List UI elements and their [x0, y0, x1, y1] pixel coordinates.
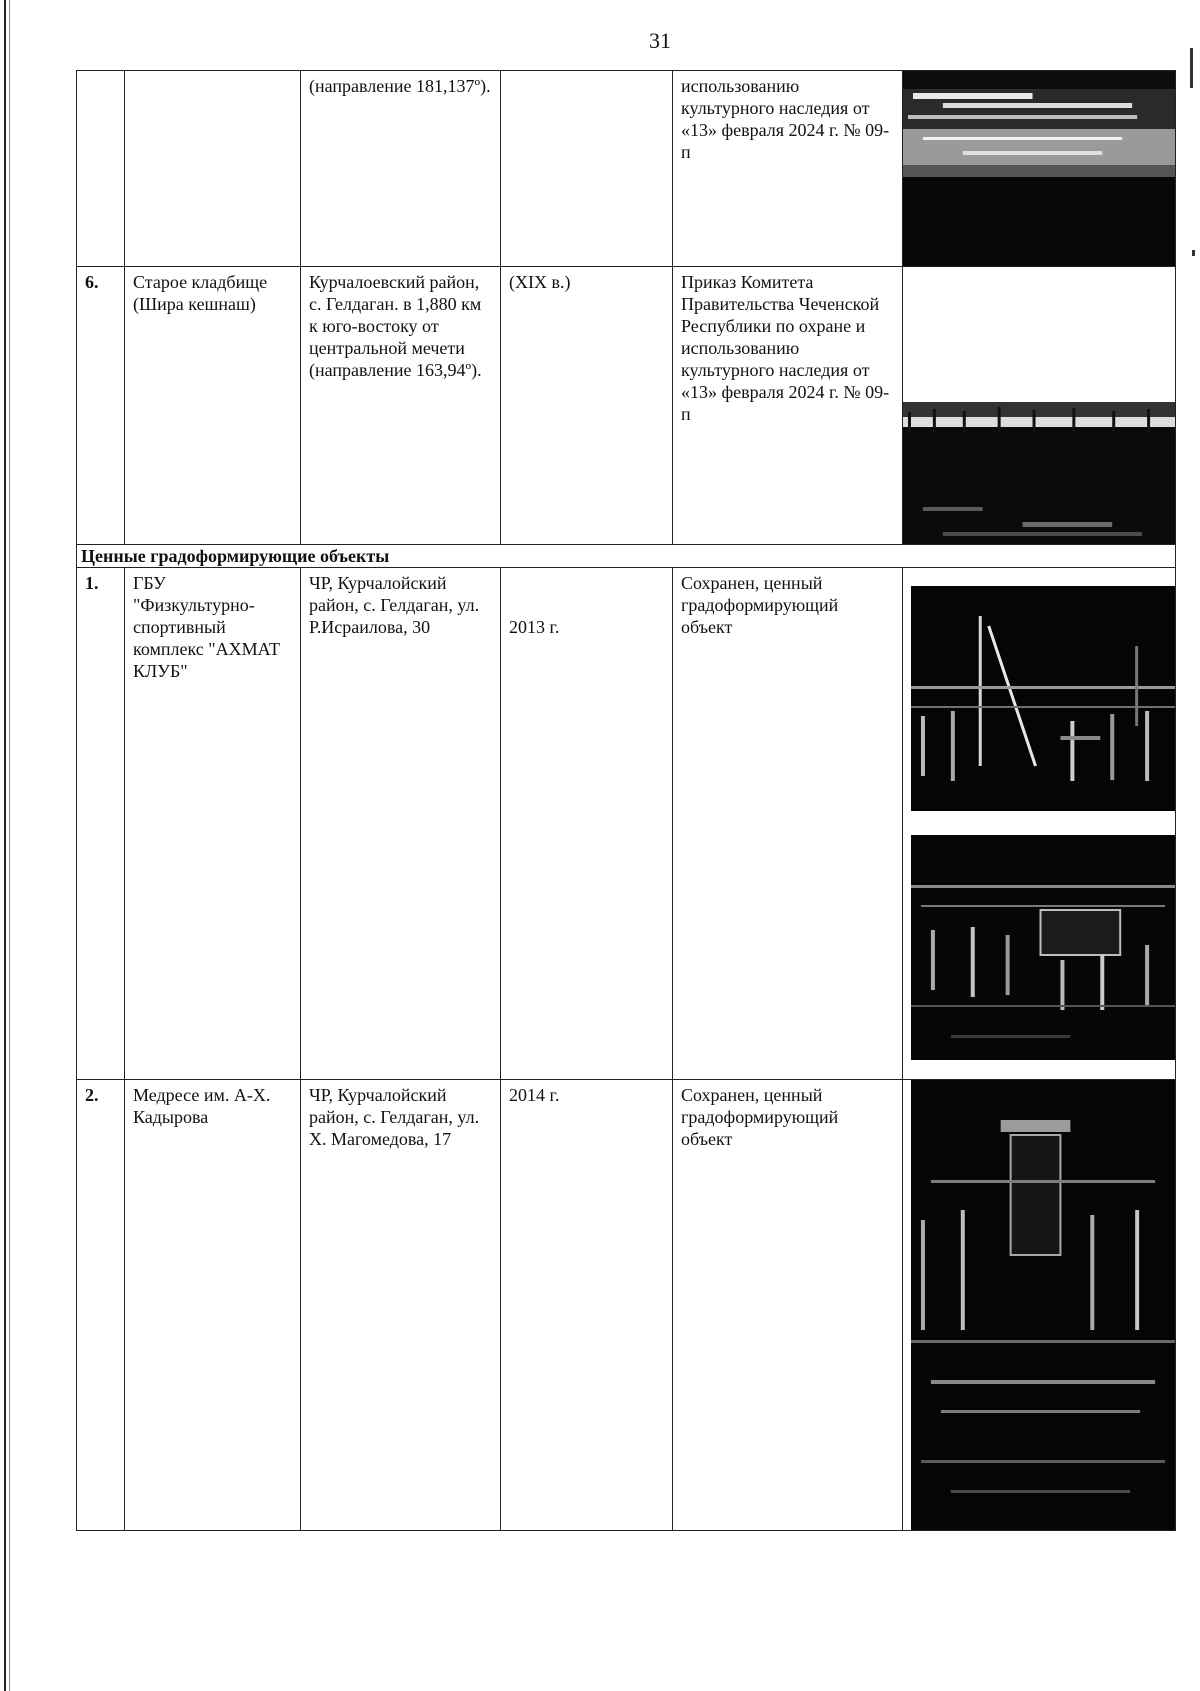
page-number: 31: [649, 28, 671, 53]
object-address: ЧР, Курчалойский район, с. Гелдаган, ул. Х. Магомедова, 17: [301, 1080, 501, 1531]
object-address: ЧР, Курчалойский район, с. Гелдаган, ул. Р.Исраилова, 30: [301, 568, 501, 1080]
photo-cell: [903, 1080, 1176, 1531]
object-date: (XIX в.): [501, 267, 673, 545]
photo-cell: [903, 71, 1176, 267]
scan-edge-line: [9, 0, 10, 1691]
cemetery-photo: [903, 71, 1175, 266]
cemetery-photo: [903, 267, 1175, 544]
table-row: [77, 267, 1176, 545]
object-name: ГБУ "Физкультурно-спортивный комплекс "АХМАТ КЛУБ": [125, 568, 301, 1080]
madrasa-photo: [911, 1080, 1175, 1530]
section-title: Ценные градоформирующие объекты: [77, 545, 1176, 568]
protection-document: использованию культурного наследия от «13» февраля 2024 г. № 09-п: [673, 71, 903, 267]
sports-complex-photo: [911, 835, 1175, 1060]
object-name: Старое кладбище (Шира кешнаш): [125, 267, 301, 545]
object-address: Курчалоевский район, с. Гелдаган. в 1,880 км к юго-востоку от центральной мечети (направление 163,94º).: [301, 267, 501, 545]
table-row: [77, 71, 1176, 267]
heritage-table: [76, 70, 1176, 1531]
scan-edge-line: [4, 0, 6, 1691]
row-number: 2.: [77, 1080, 125, 1531]
scan-mark: [1192, 250, 1195, 256]
protection-document: Приказ Комитета Правительства Чеченской Республики по охране и использованию культурного наследия от «13» февраля 2024 г. № 09-п: [673, 267, 903, 545]
object-status: Сохранен, ценный градоформирующий объект: [673, 1080, 903, 1531]
section-row: [77, 545, 1176, 568]
photo-cell: [903, 267, 1176, 545]
row-number: [77, 71, 125, 267]
object-status: Сохранен, ценный градоформирующий объект: [673, 568, 903, 1080]
object-date: 2013 г.: [501, 568, 673, 1080]
object-date: [501, 71, 673, 267]
object-address: (направление 181,137º).: [301, 71, 501, 267]
scan-mark: [1190, 48, 1193, 88]
photo-cell: [903, 568, 1176, 1080]
row-number: 6.: [77, 267, 125, 545]
table-row: [77, 1080, 1176, 1531]
sports-complex-photo: [911, 586, 1175, 811]
row-number: 1.: [77, 568, 125, 1080]
object-name: [125, 71, 301, 267]
table-row: [77, 568, 1176, 1080]
object-name: Медресе им. А-Х. Кадырова: [125, 1080, 301, 1531]
object-date: 2014 г.: [501, 1080, 673, 1531]
